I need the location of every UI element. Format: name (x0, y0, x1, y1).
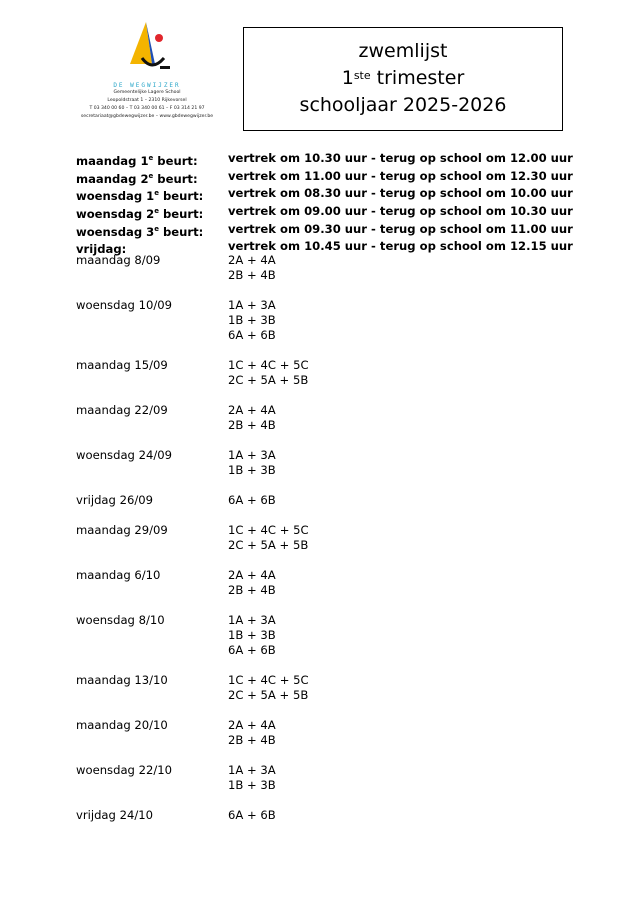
beurt-time: vertrek om 09.00 uur - terug op school om 10.30 uur (228, 203, 573, 218)
logo-school-name: DE WEGWIJZER (113, 82, 181, 89)
beurt-day: maandag 1e beurt: (76, 153, 198, 168)
departure-times (76, 151, 573, 257)
schedule-date: woensdag 22/10 (76, 763, 173, 777)
schedule-date: woensdag 24/09 (76, 448, 173, 462)
class-group: 2C + 5A + 5B (228, 373, 309, 387)
class-group: 6A + 6B (228, 328, 276, 342)
schedule-date: maandag 8/09 (76, 253, 161, 267)
schedule-row (76, 448, 309, 478)
class-group: 2A + 4A (228, 568, 276, 582)
wegwijzer-logo-icon (112, 18, 182, 80)
class-group: 1B + 3B (228, 463, 276, 477)
class-groups (228, 718, 276, 748)
schedule-date: maandag 13/10 (76, 673, 168, 687)
class-group: 6A + 6B (228, 808, 276, 822)
beurt-row (76, 204, 573, 222)
title-line-1: zwemlijst (358, 40, 448, 62)
beurt-day: woensdag 1e beurt: (76, 189, 204, 204)
schedule-date: woensdag 10/09 (76, 298, 173, 312)
schedule-row (76, 358, 309, 388)
beurt-row (76, 151, 573, 169)
beurt-row (76, 169, 573, 187)
title-box (243, 27, 563, 131)
class-groups (228, 298, 276, 343)
class-groups (228, 253, 276, 283)
schedule-date: vrijdag 24/10 (76, 808, 153, 822)
class-group: 1A + 3A (228, 613, 276, 627)
class-group: 2B + 4B (228, 268, 276, 282)
class-groups (228, 613, 276, 658)
beurt-row (76, 222, 573, 240)
class-group: 2B + 4B (228, 583, 276, 597)
class-group: 2A + 4A (228, 253, 276, 267)
beurt-time: vertrek om 11.00 uur - terug op school om 12.30 uur (228, 168, 573, 183)
beurt-time: vertrek om 10.45 uur - terug op school om 12.15 uur (228, 239, 573, 254)
class-group: 2A + 4A (228, 718, 276, 732)
class-group: 6A + 6B (228, 643, 276, 657)
schedule-date: maandag 29/09 (76, 523, 168, 537)
beurt-time: vertrek om 10.30 uur - terug op school om 12.00 uur (228, 151, 573, 165)
schedule-row (76, 763, 309, 793)
schedule-row (76, 568, 309, 598)
class-groups (228, 808, 276, 823)
beurt-day: woensdag 2e beurt: (76, 206, 204, 221)
school-logo (72, 18, 222, 138)
schedule-row (76, 673, 309, 703)
beurt-day: woensdag 3e beurt: (76, 224, 204, 239)
beurt-time: vertrek om 09.30 uur - terug op school om 11.00 uur (228, 221, 573, 236)
schedule-row (76, 253, 309, 283)
schedule-row (76, 523, 309, 553)
class-group: 1B + 3B (228, 313, 276, 327)
beurt-day: vrijdag: (76, 242, 127, 257)
title-line-2: 1ste trimester (341, 67, 465, 89)
class-groups (228, 358, 309, 388)
swim-schedule (76, 253, 309, 838)
class-groups (228, 523, 309, 553)
class-group: 2A + 4A (228, 403, 276, 417)
class-groups (228, 493, 276, 508)
class-groups (228, 763, 276, 793)
class-groups (228, 448, 276, 478)
class-groups (228, 403, 276, 433)
beurt-day: maandag 2e beurt: (76, 171, 198, 186)
class-group: 6A + 6B (228, 493, 276, 507)
class-group: 1A + 3A (228, 298, 276, 312)
schedule-date: maandag 15/09 (76, 358, 168, 372)
schedule-row (76, 403, 309, 433)
schedule-date: vrijdag 26/09 (76, 493, 153, 507)
schedule-date: maandag 22/09 (76, 403, 168, 417)
class-group: 2B + 4B (228, 418, 276, 432)
class-group: 1C + 4C + 5C (228, 673, 309, 687)
class-group: 1B + 3B (228, 628, 276, 642)
schedule-row (76, 298, 309, 343)
beurt-time: vertrek om 08.30 uur - terug op school om 10.00 uur (228, 186, 573, 201)
schedule-row (76, 718, 309, 748)
schedule-row (76, 493, 309, 508)
class-group: 1C + 4C + 5C (228, 358, 309, 372)
schedule-row (76, 613, 309, 658)
class-group: 1A + 3A (228, 448, 276, 462)
schedule-date: woensdag 8/10 (76, 613, 165, 627)
schedule-row (76, 808, 309, 823)
class-groups (228, 568, 276, 598)
class-group: 2B + 4B (228, 733, 276, 747)
logo-line: Leopoldstraat 1 – 2310 Rijkevorsel (107, 98, 187, 103)
class-group: 2C + 5A + 5B (228, 538, 309, 552)
class-group: 2C + 5A + 5B (228, 688, 309, 702)
beurt-row (76, 186, 573, 204)
logo-line: T 03 340 00 60 – T 03 340 00 61 – F 03 314 21 97 (89, 106, 205, 111)
schedule-date: maandag 6/10 (76, 568, 161, 582)
class-group: 1B + 3B (228, 778, 276, 792)
schedule-date: maandag 20/10 (76, 718, 168, 732)
logo-line: secretariaat@gbdewegwijzer.be – www.gbdewegwijzer.be (80, 114, 214, 119)
logo-line: Gemeentelijke Lagere School (113, 90, 181, 95)
class-groups (228, 673, 309, 703)
class-group: 1A + 3A (228, 763, 276, 777)
title-line-3: schooljaar 2025-2026 (299, 94, 507, 116)
class-group: 1C + 4C + 5C (228, 523, 309, 537)
